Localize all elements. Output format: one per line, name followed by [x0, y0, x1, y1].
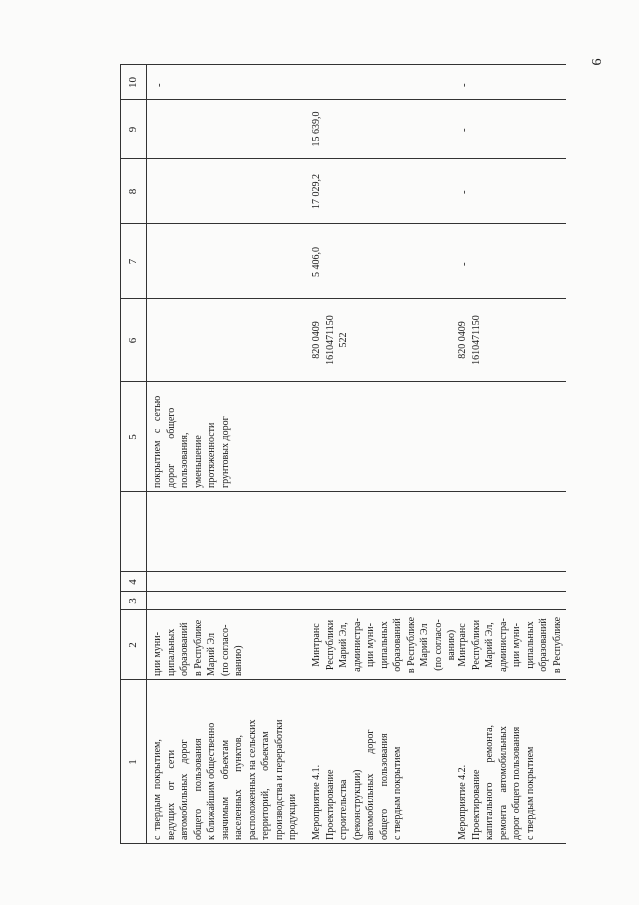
row1-responsible-text: ции муни- ципальных образований в Республике Марий Эл (по согласо- ванию) [152, 619, 244, 676]
column-divider [120, 571, 566, 572]
row1-measure-text: с твердым покрытием, ведущих от сети автомобильных дорог общего пользования к ближайшим общественно значимым объектам населенных пунктов, расположенных на сельских территорий, объектам производства и переработки продукции [152, 719, 298, 840]
column-divider [120, 381, 566, 382]
row2-col7-value: 5 406,0 [311, 247, 322, 277]
header-col-7: 7 [127, 258, 139, 265]
header-col-9: 9 [127, 126, 139, 133]
header-col-6: 6 [127, 337, 139, 344]
row3-col8-value: - [458, 190, 470, 194]
row2-col9-value: 15 639,0 [311, 111, 322, 147]
row2-measure-text: Мероприятие 4.1. Проектирование строительства (реконструкции) автомобильных дорог общего пользования с твердым покрытием [311, 729, 403, 840]
row3-col9-value: - [458, 128, 470, 132]
row1-col10-value: - [153, 83, 165, 87]
header-col-8: 8 [127, 188, 139, 195]
table-border-right [120, 64, 566, 65]
header-col-2: 2 [127, 642, 139, 648]
table-border-left [120, 843, 566, 844]
rotated-table [120, 64, 566, 844]
row3-col10-value: - [458, 83, 470, 87]
column-divider [120, 609, 566, 610]
column-divider [120, 591, 566, 592]
column-divider [120, 679, 566, 680]
column-divider [120, 298, 566, 299]
row3-budget-code: 820 0409 1610471150 [457, 315, 482, 365]
row2-responsible-text: Минтранс Республики Марий Эл, администра- ции муни- ципальных образований в Республике Марий Эл (по согласо- ванию) [311, 616, 457, 674]
row3-col7-value: - [458, 262, 470, 266]
column-divider [120, 223, 566, 224]
row2-col8-value: 17 029,2 [311, 174, 322, 209]
row1-result-text: покрытием с сетью дорог общего пользования, уменьшение протяженности грунтовых дорог [152, 395, 231, 488]
header-divider [146, 64, 147, 844]
row2-budget-code: 820 0409 1610471150 522 [311, 315, 349, 365]
header-col-1: 1 [127, 759, 139, 765]
column-divider [120, 99, 566, 100]
header-col-10: 10 [127, 77, 139, 88]
header-col-5: 5 [127, 434, 139, 440]
page-number: 6 [590, 58, 605, 66]
column-divider [120, 158, 566, 159]
header-col-4: 4 [127, 579, 139, 585]
table-border-top [120, 64, 121, 844]
header-col-3: 3 [127, 598, 139, 604]
column-divider [120, 491, 566, 492]
row3-responsible-text: Минтранс Республики Марий Эл, администра- ции муни- ципальных образований в Республике [457, 616, 563, 674]
row3-measure-text: Мероприятие 4.2. Проектирование капитального ремонта, ремонта автомобильных дорог общего пользования с твердым покрытием [457, 724, 536, 840]
